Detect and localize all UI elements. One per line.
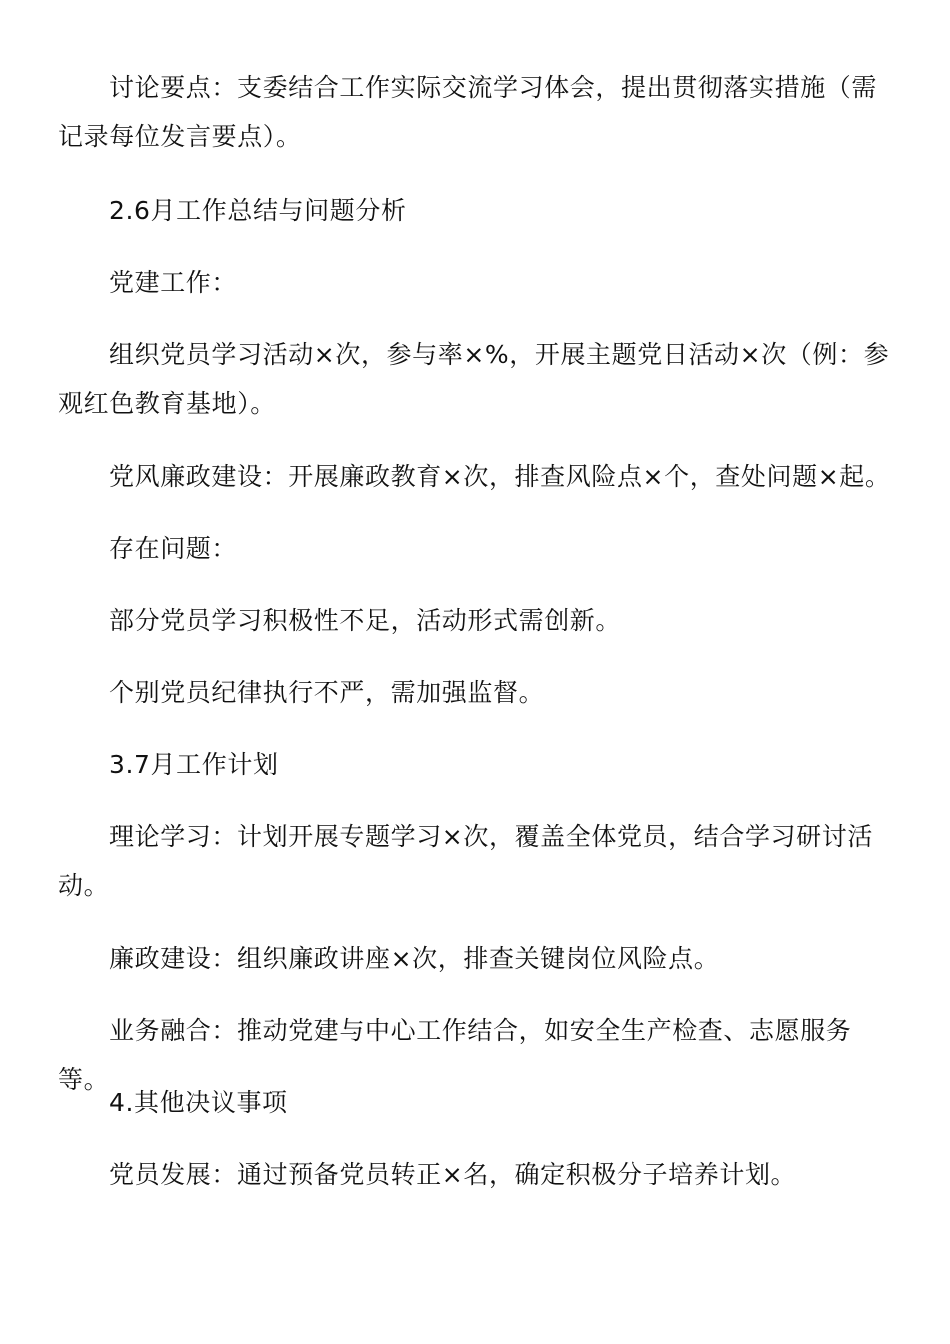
paragraph-theory-study: 理论学习：计划开展专题学习×次，覆盖全体党员，结合学习研讨活动。 bbox=[58, 822, 873, 900]
paragraph-discussion-points: 讨论要点：支委结合工作实际交流学习体会，提出贯彻落实措施（需记录每位发言要点）。 bbox=[58, 73, 878, 151]
paragraph-business-integration: 业务融合：推动党建与中心工作结合，如安全生产检查、志愿服务等。 bbox=[58, 1016, 852, 1094]
paragraph-problem-2: 个别党员纪律执行不严，需加强监督。 bbox=[109, 678, 545, 707]
paragraph-study-activities: 组织党员学习活动×次，参与率×%，开展主题党日活动×次（例：参观红色教育基地）。 bbox=[58, 340, 890, 418]
heading-other-resolutions: 4.其他决议事项 bbox=[109, 1088, 288, 1117]
paragraph-member-development: 党员发展：通过预备党员转正×名，确定积极分子培养计划。 bbox=[109, 1160, 797, 1189]
paragraph-integrity-building: 党风廉政建设：开展廉政教育×次，排查风险点×个，查处问题×起。 bbox=[109, 462, 891, 491]
paragraph-problem-1: 部分党员学习积极性不足，活动形式需创新。 bbox=[109, 606, 622, 635]
paragraph-integrity-lectures: 廉政建设：组织廉政讲座×次，排查关键岗位风险点。 bbox=[109, 944, 720, 973]
label-existing-problems: 存在问题： bbox=[109, 534, 238, 563]
label-party-work: 党建工作： bbox=[109, 268, 238, 297]
heading-june-summary: 2.6月工作总结与问题分析 bbox=[109, 196, 407, 225]
heading-july-plan: 3.7月工作计划 bbox=[109, 750, 279, 779]
